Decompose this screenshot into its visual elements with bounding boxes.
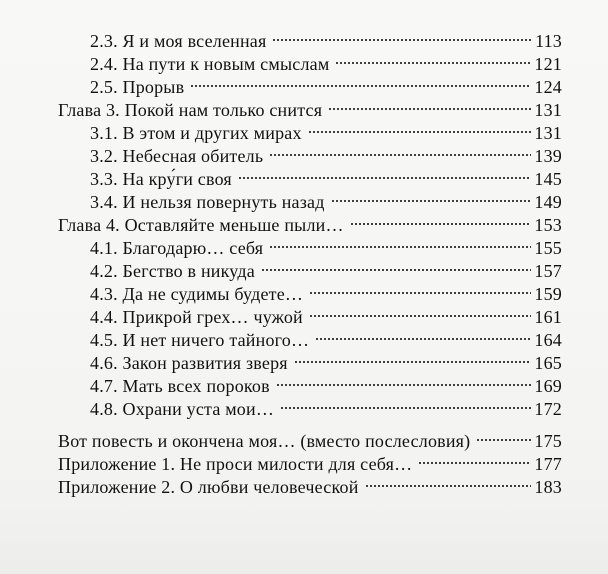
- toc-page-number: 183: [534, 477, 562, 497]
- dot-leader: [309, 313, 532, 319]
- toc-entry: [58, 352, 562, 375]
- toc-appendix-entry: [58, 453, 562, 476]
- toc-entry: [58, 145, 562, 168]
- toc-appendix-entry: [58, 476, 562, 499]
- toc-entry-title: 4.1. Благодарю… себя: [90, 238, 264, 258]
- toc-entry: [58, 53, 562, 76]
- dot-leader: [308, 129, 532, 135]
- dot-leader: [269, 244, 531, 250]
- toc-page-number: 131: [534, 123, 562, 143]
- dot-leader: [476, 437, 531, 443]
- dot-leader: [276, 382, 532, 388]
- toc-page-number: 149: [534, 192, 562, 212]
- toc-page-number: 177: [534, 454, 562, 474]
- toc-entry-title: Глава 4. Оставляйте меньше пыли…: [58, 215, 344, 235]
- toc-entry-title: 4.8. Охрани уста мои…: [90, 399, 275, 419]
- toc-entry-title: 3.4. И нельзя повернуть назад: [90, 192, 325, 212]
- dot-leader: [365, 483, 532, 489]
- toc-entry-title: Приложение 2. О любви человеческой: [58, 477, 359, 497]
- toc-page-number: 145: [534, 169, 562, 189]
- toc-entry-title: 4.7. Мать всех пороков: [90, 376, 270, 396]
- dot-leader: [309, 290, 531, 296]
- toc-entry-title: 3.3. На кру́ги своя: [90, 169, 232, 189]
- dot-leader: [238, 175, 531, 181]
- dot-leader: [315, 336, 531, 342]
- dot-leader: [261, 267, 531, 273]
- toc-entry-title: 4.6. Закон развития зверя: [90, 353, 288, 373]
- toc-entry: [58, 283, 562, 306]
- dot-leader: [272, 37, 532, 43]
- toc-page-number: 155: [534, 238, 562, 258]
- dot-leader: [190, 83, 531, 89]
- toc-entry: [58, 306, 562, 329]
- dot-leader: [335, 60, 531, 66]
- toc-entry-title: 3.2. Небесная обитель: [90, 146, 264, 166]
- toc-chapter-entry: [58, 214, 562, 237]
- dot-leader: [269, 152, 531, 158]
- toc-entry-title: 4.2. Бегство в никуда: [90, 261, 255, 281]
- toc-entry: [58, 30, 562, 53]
- toc-page-number: 124: [534, 77, 562, 97]
- toc-page-number: 121: [534, 54, 562, 74]
- toc-page-number: 159: [534, 284, 562, 304]
- dot-leader: [328, 106, 531, 112]
- toc-entry: [58, 329, 562, 352]
- toc-entry-title: Приложение 1. Не проси милости для себя…: [58, 454, 413, 474]
- toc-entry: [58, 76, 562, 99]
- toc-page-number: 172: [534, 399, 562, 419]
- toc-afterword-entry: [58, 430, 562, 453]
- toc-page-number: 161: [534, 307, 562, 327]
- toc-entry-title: Глава 3. Покой нам только снится: [58, 100, 323, 120]
- toc-page-number: 164: [534, 330, 562, 350]
- toc-entry: [58, 375, 562, 398]
- dot-leader: [280, 405, 531, 411]
- toc-page-number: 175: [534, 431, 562, 451]
- dot-leader: [418, 460, 531, 466]
- toc-entry: [58, 191, 562, 214]
- toc-entry: [58, 398, 562, 421]
- page-scan-shading: [0, 500, 608, 574]
- toc-page-number: 139: [534, 146, 562, 166]
- toc-page-number: 169: [534, 376, 562, 396]
- toc-entry-title: 4.4. Прикрой грех… чужой: [90, 307, 303, 327]
- toc-chapter-entry: [58, 99, 562, 122]
- dot-leader: [331, 198, 532, 204]
- toc-entry-title: Вот повесть и окончена моя… (вместо послесловия): [58, 431, 471, 451]
- toc-entry: [58, 260, 562, 283]
- toc-entry-title: 4.3. Да не судимы будете…: [90, 284, 304, 304]
- toc-entry-title: 4.5. И нет ничего тайного…: [90, 330, 310, 350]
- toc-page-number: 157: [534, 261, 562, 281]
- toc-page-number: 165: [534, 353, 562, 373]
- toc-page-number: 153: [534, 215, 562, 235]
- toc-entry-title: 2.3. Я и моя вселенная: [90, 31, 267, 51]
- toc-entry: [58, 168, 562, 191]
- dot-leader: [350, 221, 532, 227]
- toc-page-number: 131: [534, 100, 562, 120]
- toc-entry: [58, 237, 562, 260]
- table-of-contents: [58, 30, 562, 499]
- toc-page-number: 113: [535, 31, 562, 51]
- toc-entry-title: 2.5. Прорыв: [90, 77, 185, 97]
- toc-entry-title: 2.4. На пути к новым смыслам: [90, 54, 330, 74]
- dot-leader: [294, 359, 532, 365]
- toc-entry: [58, 122, 562, 145]
- toc-entry-title: 3.1. В этом и других мирах: [90, 123, 302, 143]
